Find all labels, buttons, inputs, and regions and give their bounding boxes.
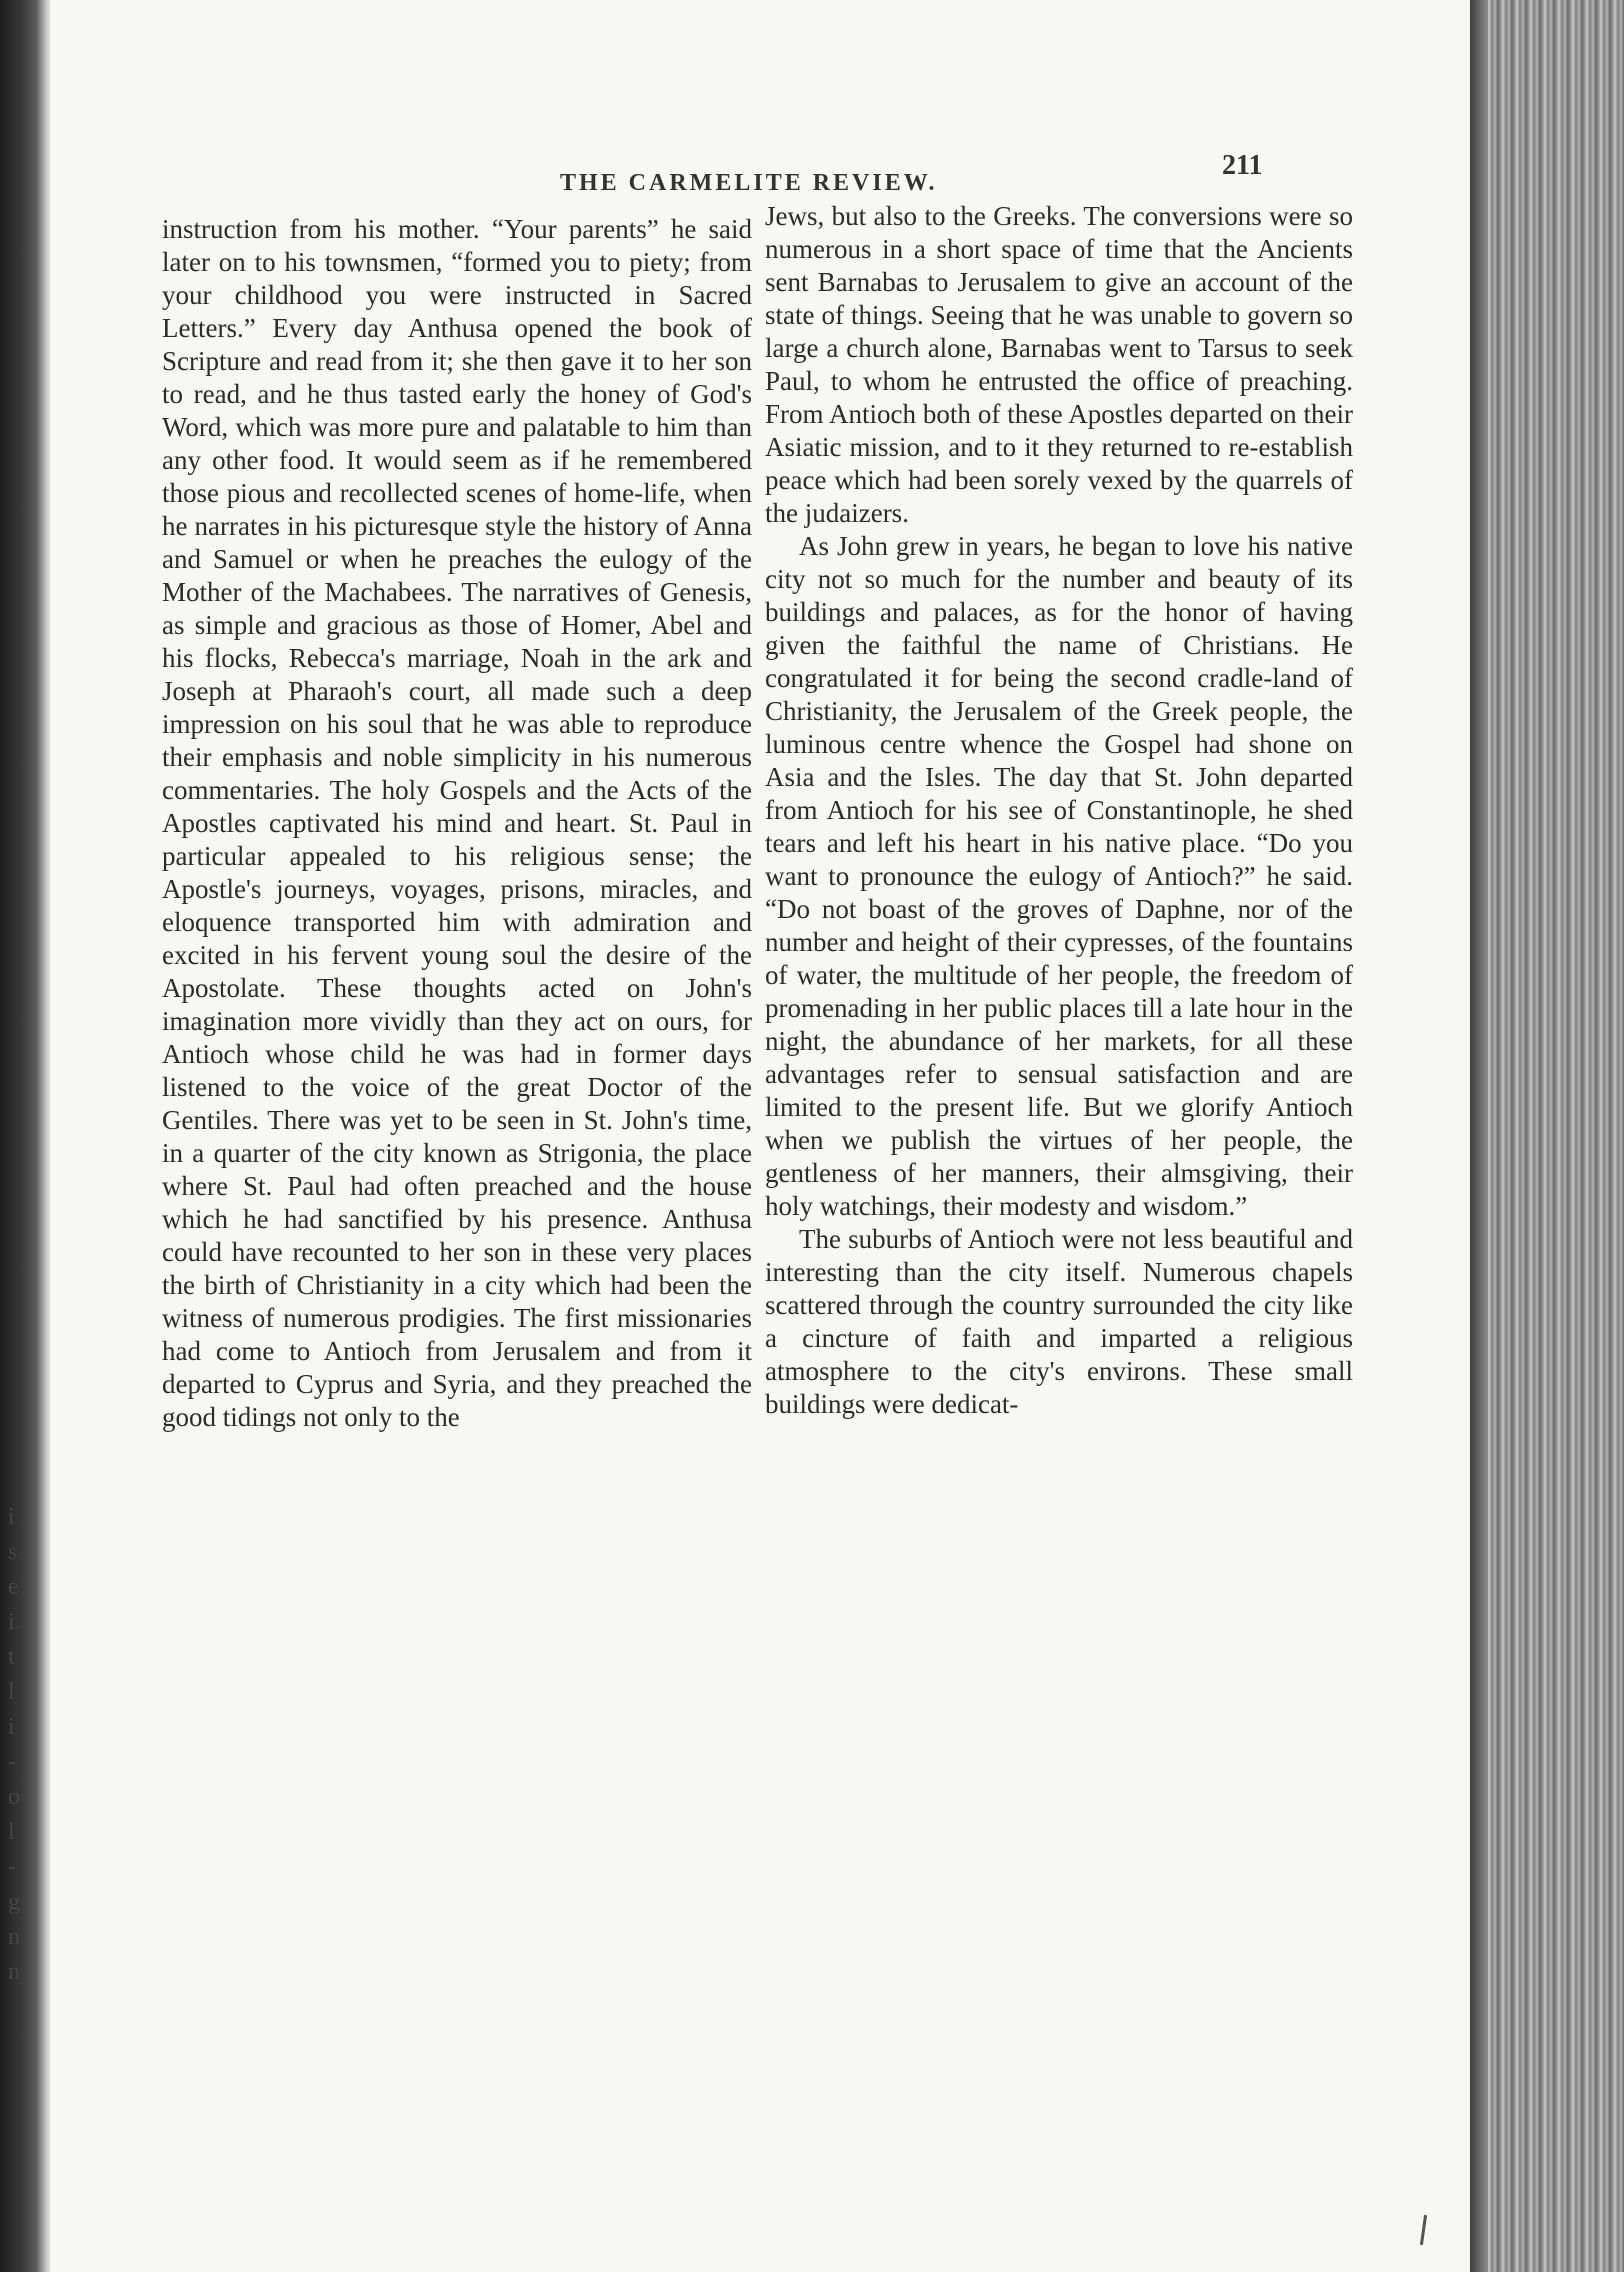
- fragment: o: [8, 1784, 20, 1810]
- book-page-edges: [1470, 0, 1624, 2272]
- body-paragraph: As John grew in years, he began to love his native city not so much for the number and beauty of its buildings and palaces, as for the honor of having given the faithful the name of Christians. He congratulated it for being the second cradle-land of Christianity, the Jerusalem of the Greek people, the luminous centre whence the Gospel had shone on Asia and the Isles. The day that St. John departed from Antioch for his see of Constantinople, he shed tears and left his heart in his native place. “Do you want to pronounce the eulogy of Antioch?” he said. “Do not boast of the groves of Daphne, nor of the number and height of their cypresses, of the fountains of water, the multitude of her people, the freedom of promenading in her public places till a late hour in the night, the abundance of her markets, for all these advantages refer to sensual satisfaction and are limited to the present life. But we glorify Antioch when we publish the virtues of her people, the gentleness of her manners, their almsgiving, their holy watchings, their modesty and wisdom.”: [765, 531, 1353, 1221]
- fragment: t: [8, 1644, 15, 1670]
- fragment: i: [8, 1504, 15, 1530]
- fragment: l: [8, 1679, 15, 1705]
- fragment: n: [8, 1924, 20, 1950]
- fragment: i.: [8, 1609, 21, 1635]
- fragment: -: [8, 1749, 16, 1775]
- fragment: i: [8, 1714, 15, 1740]
- running-title: THE CARMELITE REVIEW.: [560, 170, 938, 196]
- fragment: s: [8, 1539, 18, 1565]
- page-number: 211: [1222, 150, 1263, 181]
- left-text-column: [162, 213, 752, 1434]
- fragment: -: [8, 1854, 16, 1880]
- facing-page-fragments: [8, 1500, 48, 1990]
- right-text-column: [765, 200, 1353, 1421]
- fragment: n: [8, 1959, 20, 1985]
- body-paragraph: instruction from his mother. “Your parents” he said later on to his townsmen, “formed you to piety; from your childhood you were instructed in Sacred Letters.” Every day Anthusa opened the book of Scripture and read from it; she then gave it to her son to read, and he thus tasted early the honey of God's Word, which was more pure and palatable to him than any other food. It would seem as if he remembered those pious and recollected scenes of home-life, when he narrates in his picturesque style the history of Anna and Samuel or when he preaches the eulogy of the Mother of the Machabees. The narratives of Genesis, as simple and gracious as those of Homer, Abel and his flocks, Rebecca's marriage, Noah in the ark and Joseph at Pharaoh's court, all made such a deep impression on his soul that he was able to reproduce their emphasis and noble simplicity in his numerous commentaries. The holy Gospels and the Acts of the Apostles captivated his mind and heart. St. Paul in particular appealed to his religious sense; the Apostle's journeys, voyages, prisons, miracles, and eloquence transported him with admiration and excited in his fervent young soul the desire of the Apostolate. These thoughts acted on John's imagination more vividly than they act on ours, for Antioch whose child he was had in former days listened to the voice of the great Doctor of the Gentiles. There was yet to be seen in St. John's time, in a quarter of the city known as Strigonia, the place where St. Paul had often preached and the house which he had sanctified by his presence. Anthusa could have recounted to her son in these very places the birth of Christianity in a city which had been the witness of numerous prodigies. The first missionaries had come to Antioch from Jerusalem and from it departed to Cyprus and Syria, and they preached the good tidings not only to the: [162, 214, 752, 1432]
- fragment: e: [8, 1574, 19, 1600]
- body-paragraph: The suburbs of Antioch were not less beautiful and interesting than the city itself. Numerous chapels scattered through the country surrounded the city like a cincture of faith and imparted a religious atmosphere to the city's environs. These small buildings were dedicat-: [765, 1224, 1353, 1419]
- body-paragraph: Jews, but also to the Greeks. The conversions were so numerous in a short space of time that the Ancients sent Barnabas to Jerusalem to give an account of the state of things. Seeing that he was unable to govern so large a church alone, Barnabas went to Tarsus to seek Paul, to whom he entrusted the office of preaching. From Antioch both of these Apostles departed on their Asiatic mission, and to it they returned to re-establish peace which had been sorely vexed by the quarrels of the judaizers.: [765, 201, 1353, 528]
- fragment: l: [8, 1819, 15, 1845]
- fragment: g: [8, 1889, 20, 1915]
